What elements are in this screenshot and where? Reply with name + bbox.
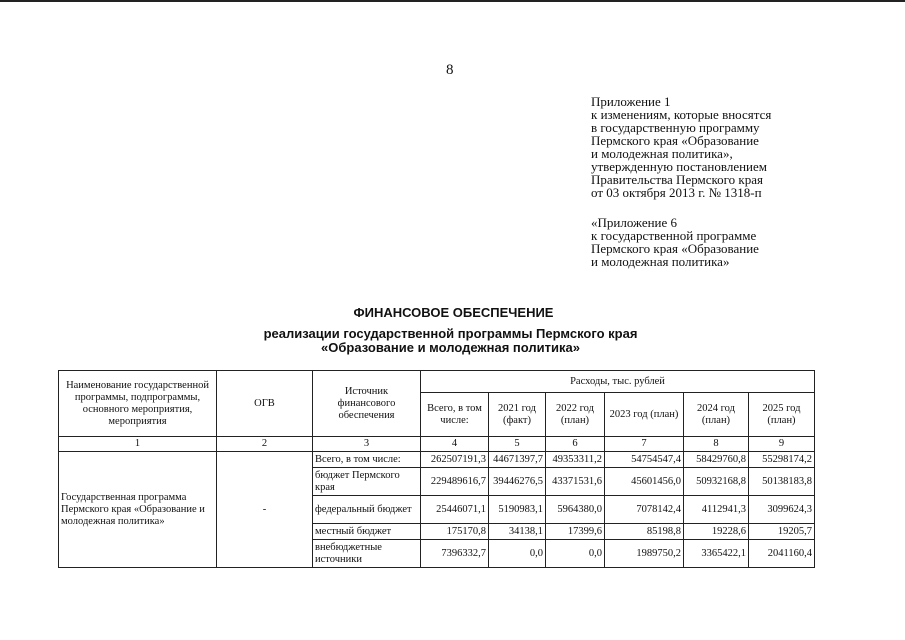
- appendix-6-line: и молодежная политика»: [591, 254, 730, 269]
- column-number: 1: [59, 437, 217, 452]
- value-cell: 44671397,7: [489, 452, 546, 468]
- header-ogv: ОГВ: [217, 371, 313, 437]
- value-cell: 19228,6: [684, 524, 749, 540]
- value-cell: 54754547,4: [605, 452, 684, 468]
- source-cell: федеральный бюджет: [313, 496, 421, 524]
- value-cell: 7078142,4: [605, 496, 684, 524]
- page-number: 8: [446, 62, 454, 78]
- value-cell: 39446276,5: [489, 468, 546, 496]
- value-cell: 262507191,3: [421, 452, 489, 468]
- column-number: 7: [605, 437, 684, 452]
- value-cell: 0,0: [489, 540, 546, 568]
- appendix-1-line: и молодежная политика»,: [591, 146, 733, 161]
- value-cell: 2041160,4: [749, 540, 815, 568]
- value-cell: 175170,8: [421, 524, 489, 540]
- value-cell: 5964380,0: [546, 496, 605, 524]
- header-col-2024: 2024 год (план): [684, 393, 749, 437]
- value-cell: 85198,8: [605, 524, 684, 540]
- value-cell: 1989750,2: [605, 540, 684, 568]
- column-number: 3: [313, 437, 421, 452]
- header-col-2025: 2025 год (план): [749, 393, 815, 437]
- subtitle-line-1: реализации государственной программы Пермского края: [263, 326, 638, 341]
- value-cell: 229489616,7: [421, 468, 489, 496]
- value-cell: 25446071,1: [421, 496, 489, 524]
- document-subtitle: [0, 327, 903, 355]
- value-cell: 50932168,8: [684, 468, 749, 496]
- program-name: Государственная программа Пермского края «Образование и молодежная политика»: [59, 452, 217, 568]
- column-number: 2: [217, 437, 313, 452]
- header-col-2023: 2023 год (план): [605, 393, 684, 437]
- appendix-1-line: Правительства Пермского края: [591, 172, 763, 187]
- header-source: Источник финансового обеспечения: [313, 371, 421, 437]
- column-number: 9: [749, 437, 815, 452]
- ogv-value: -: [217, 452, 313, 568]
- header-col-2022: 2022 год (план): [546, 393, 605, 437]
- appendix-6-block: [591, 216, 759, 268]
- value-cell: 34138,1: [489, 524, 546, 540]
- appendix-1-line: к изменениям, которые вносятся: [591, 107, 772, 122]
- value-cell: 50138183,8: [749, 468, 815, 496]
- appendix-6-line: Пермского края «Образование: [591, 241, 759, 256]
- value-cell: 4112941,3: [684, 496, 749, 524]
- value-cell: 5190983,1: [489, 496, 546, 524]
- header-name: Наименование государственной программы, подпрограммы, основного мероприятия, мероприятия: [59, 371, 217, 437]
- appendix-1-line: Пермского края «Образование: [591, 133, 759, 148]
- value-cell: 43371531,6: [546, 468, 605, 496]
- header-col-2021: 2021 год (факт): [489, 393, 546, 437]
- document-title: ФИНАНСОВОЕ ОБЕСПЕЧЕНИЕ: [353, 305, 554, 320]
- subtitle-line-2: «Образование и молодежная политика»: [321, 340, 580, 355]
- appendix-1-block: [591, 95, 771, 199]
- header-expenses: Расходы, тыс. рублей: [421, 371, 815, 393]
- table-row: [59, 452, 815, 468]
- value-cell: 3365422,1: [684, 540, 749, 568]
- appendix-6-line: к государственной программе: [591, 228, 757, 243]
- column-number: 4: [421, 437, 489, 452]
- column-number: 6: [546, 437, 605, 452]
- appendix-1-line: от 03 октября 2013 г. № 1318-п: [591, 185, 762, 200]
- value-cell: 3099624,3: [749, 496, 815, 524]
- column-number: 5: [489, 437, 546, 452]
- column-number: 8: [684, 437, 749, 452]
- value-cell: 55298174,2: [749, 452, 815, 468]
- value-cell: 0,0: [546, 540, 605, 568]
- value-cell: 49353311,2: [546, 452, 605, 468]
- value-cell: 7396332,7: [421, 540, 489, 568]
- appendix-1-line: Приложение 1: [591, 94, 671, 109]
- value-cell: 17399,6: [546, 524, 605, 540]
- source-cell: внебюджетные источники: [313, 540, 421, 568]
- value-cell: 58429760,8: [684, 452, 749, 468]
- appendix-6-line: «Приложение 6: [591, 215, 678, 230]
- source-cell: Всего, в том числе:: [313, 452, 421, 468]
- appendix-1-line: в государственную программу: [591, 120, 760, 135]
- source-cell: бюджет Пермского края: [313, 468, 421, 496]
- value-cell: 19205,7: [749, 524, 815, 540]
- value-cell: 45601456,0: [605, 468, 684, 496]
- top-border-line: [0, 0, 905, 2]
- financing-table: [58, 370, 815, 568]
- appendix-1-line: утвержденную постановлением: [591, 159, 768, 174]
- header-col-total: Всего, в том числе:: [421, 393, 489, 437]
- source-cell: местный бюджет: [313, 524, 421, 540]
- column-numbers-row: [59, 437, 815, 452]
